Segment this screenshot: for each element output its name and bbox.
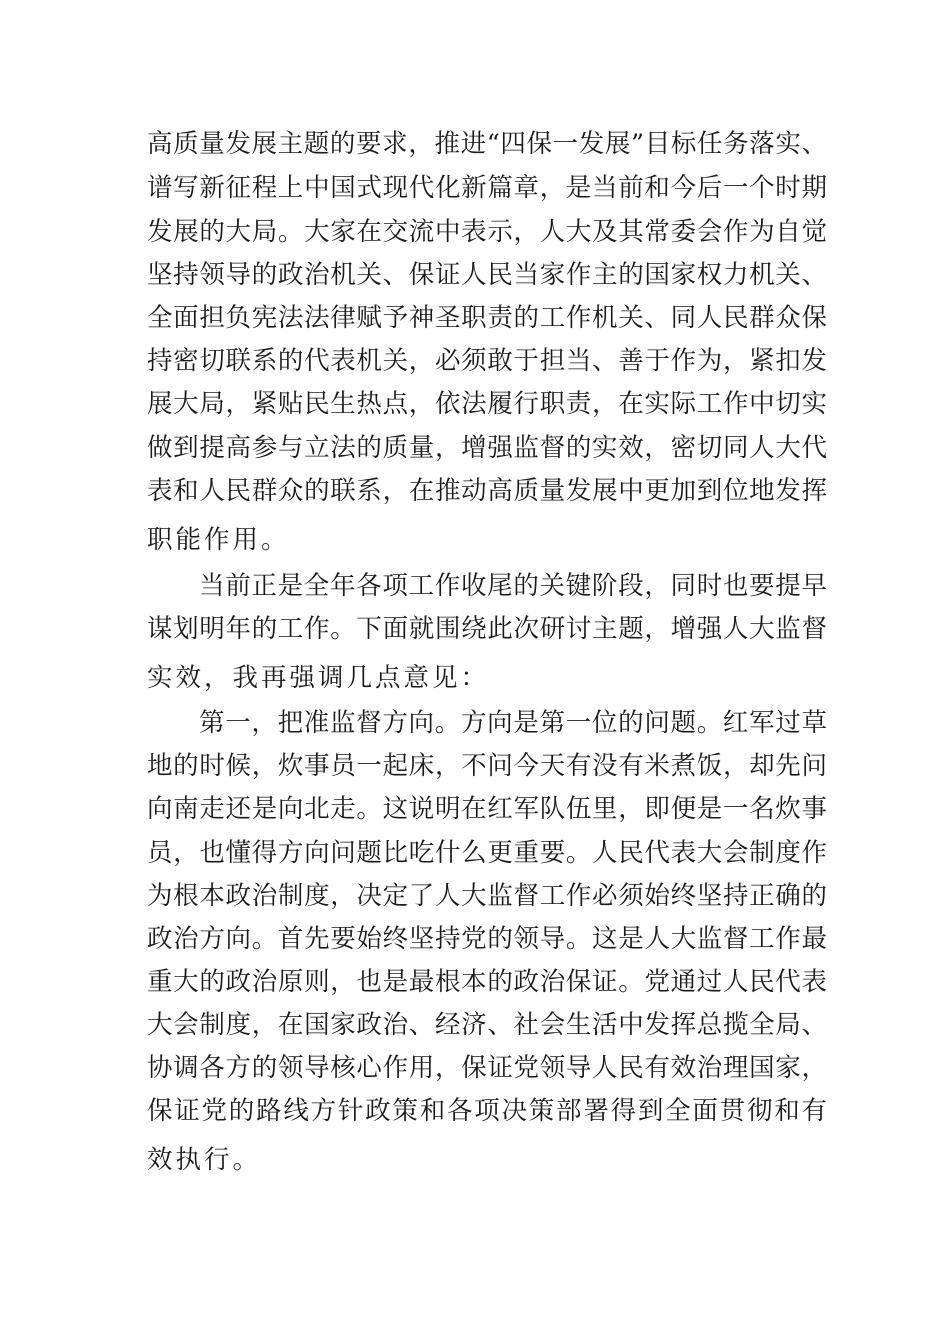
text-line: 坚持领导的政治机关、保证人民当家作主的国家权力机关、 bbox=[147, 260, 827, 290]
text-line: 地的时候，炊事员一起床，不问今天有没有米煮饭，却先问 bbox=[147, 751, 827, 781]
text-line: 第一，把准监督方向。方向是第一位的问题。红军过草 bbox=[199, 708, 827, 738]
text-line: 为根本政治制度，决定了人大监督工作必须始终坚持正确的 bbox=[147, 881, 827, 911]
text-line: 表和人民群众的联系，在推动高质量发展中更加到位地发挥 bbox=[147, 476, 827, 506]
text-line: 展大局，紧贴民生热点，依法履行职责，在实际工作中切实 bbox=[147, 389, 827, 419]
text-line: 大会制度，在国家政治、经济、社会生活中发挥总揽全局、 bbox=[147, 1010, 827, 1040]
text-line: 谱写新征程上中国式现代化新篇章，是当前和今后一个时期 bbox=[147, 173, 827, 203]
text-line: 持密切联系的代表机关，必须敢于担当、善于作为，紧扣发 bbox=[147, 346, 827, 376]
text-line: 职能作用。 bbox=[147, 525, 290, 555]
text-line: 发展的大局。大家在交流中表示，人大及其常委会作为自觉 bbox=[147, 217, 827, 247]
text-line: 做到提高参与立法的质量，增强监督的实效，密切同人大代 bbox=[147, 433, 827, 463]
text-line: 谋划明年的工作。下面就围绕此次研讨主题，增强人大监督 bbox=[147, 614, 827, 644]
text-line: 政治方向。首先要始终坚持党的领导。这是人大监督工作最 bbox=[147, 924, 827, 954]
text-line: 高质量发展主题的要求，推进“四保一发展”目标任务落实、 bbox=[147, 129, 827, 159]
text-line: 当前正是全年各项工作收尾的关键阶段，同时也要提早 bbox=[199, 571, 827, 601]
text-line: 效执行。 bbox=[147, 1145, 262, 1175]
text-line: 重大的政治原则，也是最根本的政治保证。党通过人民代表 bbox=[147, 967, 827, 997]
text-line: 实效，我再强调几点意见： bbox=[147, 663, 490, 693]
text-line: 保证党的路线方针政策和各项决策部署得到全面贯彻和有 bbox=[147, 1096, 827, 1126]
text-line: 协调各方的领导核心作用，保证党领导人民有效治理国家， bbox=[147, 1053, 827, 1083]
text-line: 向南走还是向北走。这说明在红军队伍里，即便是一名炊事 bbox=[147, 794, 827, 824]
text-line: 员，也懂得方向问题比吃什么更重要。人民代表大会制度作 bbox=[147, 838, 827, 868]
text-line: 全面担负宪法法律赋予神圣职责的工作机关、同人民群众保 bbox=[147, 303, 827, 333]
